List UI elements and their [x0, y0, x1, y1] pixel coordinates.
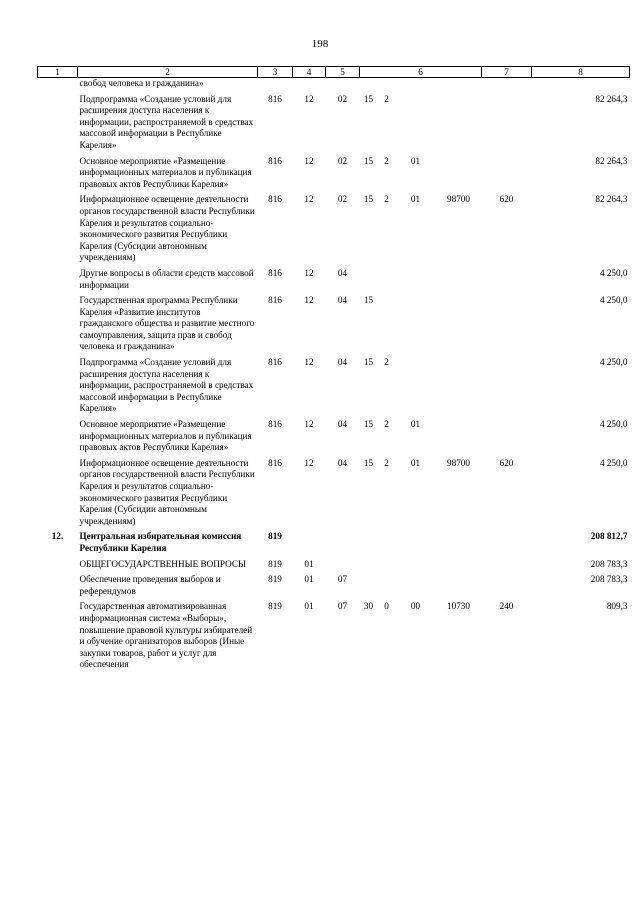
row-number	[38, 416, 78, 455]
row-section-code	[293, 528, 326, 555]
row-expense-type	[482, 292, 532, 354]
row-name: Обеспечение проведения выборов и референдумов	[79, 574, 221, 596]
header-col-8: 8	[532, 67, 630, 78]
row-section-code: 12	[304, 419, 314, 430]
table-row	[38, 153, 630, 192]
row-ministry-code: 819	[268, 574, 282, 585]
row-number: 12.	[51, 531, 64, 542]
row-subsection-code: 02	[337, 93, 348, 104]
row-section-code: 01	[304, 574, 314, 585]
row-expense-type	[482, 354, 532, 416]
row-ministry-code: 816	[268, 267, 282, 278]
row-name: Государственная программа Республики Карелия «Развитие институтов гражданского общества и развитие местного самоуправления, защита прав и свобод человека и гражданина»	[79, 295, 255, 352]
row-number	[38, 78, 78, 91]
table-row	[38, 265, 630, 292]
row-target-article	[360, 78, 482, 91]
row-target-article	[360, 416, 482, 455]
row-target-article	[360, 265, 482, 292]
row-target-article	[360, 598, 482, 672]
header-col-7: 7	[482, 67, 532, 78]
row-number	[38, 153, 78, 192]
row-subsection-code	[326, 78, 360, 91]
activity-code	[396, 94, 436, 106]
row-subsection-code: 04	[337, 419, 348, 430]
program-code: 15	[363, 295, 374, 306]
target-article-code	[360, 156, 482, 168]
table-row	[38, 292, 630, 354]
row-target-article	[360, 191, 482, 265]
row-ministry-code: 816	[268, 357, 282, 368]
header-col-4: 4	[293, 67, 326, 78]
direction-code	[436, 295, 482, 307]
row-subsection-code: 02	[337, 155, 348, 166]
row-expense-type	[482, 78, 532, 91]
subprogram-code: 2	[384, 419, 389, 430]
row-section-code: 01	[304, 558, 314, 569]
row-ministry-code: 819	[268, 601, 282, 612]
subprogram-code: 2	[384, 194, 389, 205]
page-number: 198	[311, 38, 329, 50]
row-amount: 809,3	[606, 601, 628, 612]
row-section-code: 12	[304, 267, 314, 278]
row-amount: 208 783,3	[590, 574, 628, 585]
subprogram-code	[378, 295, 396, 307]
row-amount	[532, 78, 630, 91]
program-code: 30	[363, 601, 374, 612]
direction-code: 98700	[447, 194, 470, 205]
row-target-article	[360, 571, 482, 598]
direction-code: 10730	[447, 601, 470, 612]
row-expense-type	[482, 91, 532, 153]
header-col-1: 1	[38, 67, 78, 78]
activity-code	[396, 295, 436, 307]
row-name: Информационное освещение деятельности органов государственной власти Республики Карелия и результатов социально-экономического развития Республики Карелия (Субсидии автономным учреждениям)	[79, 457, 255, 526]
row-expense-type: 620	[499, 457, 514, 468]
activity-code: 01	[410, 457, 421, 468]
row-number	[38, 455, 78, 529]
row-expense-type	[482, 265, 532, 292]
table-row	[38, 91, 630, 153]
subprogram-code: 0	[384, 601, 389, 612]
row-amount: 4 250,0	[599, 457, 628, 468]
row-ministry-code: 816	[268, 194, 282, 205]
program-code: 15	[363, 457, 374, 468]
subprogram-code: 2	[384, 357, 389, 368]
direction-code	[436, 357, 482, 369]
budget-table	[37, 66, 630, 672]
activity-code: 01	[410, 419, 421, 430]
row-subsection-code	[326, 556, 360, 572]
row-name: Центральная избирательная комиссия Республики Карелия	[79, 531, 242, 553]
row-section-code: 01	[304, 601, 314, 612]
subprogram-code: 2	[384, 93, 389, 104]
row-number	[38, 292, 78, 354]
program-code: 15	[363, 357, 374, 368]
row-name: Основное мероприятие «Размещение информационных материалов и публикация правовых актов Республики Карелия»	[79, 419, 252, 453]
row-ministry-code	[258, 78, 293, 91]
row-ministry-code: 816	[268, 155, 282, 166]
row-subsection-code: 04	[337, 267, 348, 278]
row-number	[38, 91, 78, 153]
row-amount: 208 783,3	[590, 558, 628, 569]
row-ministry-code: 816	[268, 93, 282, 104]
target-article-code	[360, 419, 482, 431]
row-section-code: 12	[304, 295, 314, 306]
row-expense-type	[482, 556, 532, 572]
row-target-article	[360, 91, 482, 153]
program-code: 15	[363, 93, 374, 104]
row-amount: 82 264,3	[595, 194, 628, 205]
row-subsection-code	[326, 528, 360, 555]
table-row	[38, 78, 630, 91]
row-name: Основное мероприятие «Размещение информационных материалов и публикация правовых актов Республики Карелия»	[79, 155, 252, 189]
row-ministry-code: 819	[268, 531, 282, 542]
column-number-header	[38, 67, 630, 78]
program-code: 15	[363, 155, 374, 166]
row-amount: 4 250,0	[599, 419, 628, 430]
table-row	[38, 416, 630, 455]
table-row	[38, 528, 630, 555]
activity-code: 01	[410, 194, 421, 205]
row-expense-type	[482, 153, 532, 192]
row-name: свобод человека и гражданина»	[79, 78, 204, 88]
row-subsection-code: 02	[337, 194, 348, 205]
row-number	[38, 354, 78, 416]
row-target-article	[360, 455, 482, 529]
table-row	[38, 191, 630, 265]
row-target-article	[360, 354, 482, 416]
row-name: Подпрограмма «Создание условий для расширения доступа населения к информации, распространяемой в средствах массовой информации в Республике Карелия»	[79, 357, 254, 414]
row-amount: 82 264,3	[595, 93, 628, 104]
row-subsection-code: 04	[337, 295, 348, 306]
row-target-article	[360, 528, 482, 555]
row-expense-type	[482, 416, 532, 455]
row-expense-type: 240	[499, 601, 514, 612]
row-section-code: 12	[304, 93, 314, 104]
target-article-code	[360, 94, 482, 106]
row-target-article	[360, 556, 482, 572]
subprogram-code: 2	[384, 457, 389, 468]
row-name: Подпрограмма «Создание условий для расширения доступа населения к информации, распространяемой в средствах массовой информации в Республике Карелия»	[79, 93, 254, 150]
row-number	[38, 571, 78, 598]
row-name: ОБЩЕГОСУДАРСТВЕННЫЕ ВОПРОСЫ	[79, 558, 247, 569]
row-name: Государственная автоматизированная информационная система «Выборы», повышение правовой культуры избирателей и обучение организаторов выборов (Иные закупки товаров, работ и услуг для обеспечения	[79, 601, 253, 670]
row-target-article	[360, 292, 482, 354]
row-expense-type	[482, 528, 532, 555]
direction-code: 98700	[447, 457, 470, 468]
subprogram-code: 2	[384, 155, 389, 166]
row-section-code: 12	[304, 155, 314, 166]
header-col-2: 2	[78, 67, 258, 78]
row-subsection-code: 04	[337, 457, 348, 468]
row-number	[38, 191, 78, 265]
table-row	[38, 571, 630, 598]
row-number	[38, 265, 78, 292]
row-target-article	[360, 153, 482, 192]
row-subsection-code: 07	[337, 574, 348, 585]
table-row	[38, 354, 630, 416]
target-article-code	[360, 357, 482, 369]
program-code: 15	[363, 419, 374, 430]
row-amount: 4 250,0	[599, 295, 628, 306]
row-number	[38, 598, 78, 672]
activity-code: 00	[410, 601, 421, 612]
row-name: Информационное освещение деятельности органов государственной власти Республики Карелия и результатов социально-экономического развития Республики Карелия (Субсидии автономным учреждениям)	[79, 194, 255, 263]
row-ministry-code: 816	[268, 419, 282, 430]
program-code: 15	[363, 194, 374, 205]
table-row	[38, 455, 630, 529]
activity-code: 01	[410, 155, 421, 166]
row-subsection-code: 04	[337, 357, 348, 368]
row-section-code: 12	[304, 457, 314, 468]
row-section-code	[293, 78, 326, 91]
direction-code	[436, 419, 482, 431]
target-article-code	[360, 194, 482, 206]
table-body	[38, 78, 630, 672]
direction-code	[436, 94, 482, 106]
row-name: Другие вопросы в области средств массовой информации	[79, 267, 254, 290]
header-col-3: 3	[258, 67, 293, 78]
table-row	[38, 598, 630, 672]
row-section-code: 12	[304, 357, 314, 368]
row-amount: 82 264,3	[595, 155, 628, 166]
row-amount: 208 812,7	[590, 531, 628, 542]
row-ministry-code: 816	[268, 457, 282, 468]
row-amount: 4 250,0	[599, 357, 628, 368]
row-expense-type: 620	[499, 194, 514, 205]
header-col-6: 6	[360, 67, 482, 78]
row-subsection-code: 07	[337, 601, 348, 612]
row-amount: 4 250,0	[599, 267, 628, 278]
header-col-5: 5	[326, 67, 360, 78]
table-row	[38, 556, 630, 572]
target-article-code	[360, 601, 482, 613]
direction-code	[436, 156, 482, 168]
target-article-code	[360, 295, 482, 307]
row-number	[38, 556, 78, 572]
target-article-code	[360, 458, 482, 470]
row-ministry-code: 816	[268, 295, 282, 306]
row-ministry-code: 819	[268, 558, 282, 569]
activity-code	[396, 357, 436, 369]
row-expense-type	[482, 571, 532, 598]
row-section-code: 12	[304, 194, 314, 205]
